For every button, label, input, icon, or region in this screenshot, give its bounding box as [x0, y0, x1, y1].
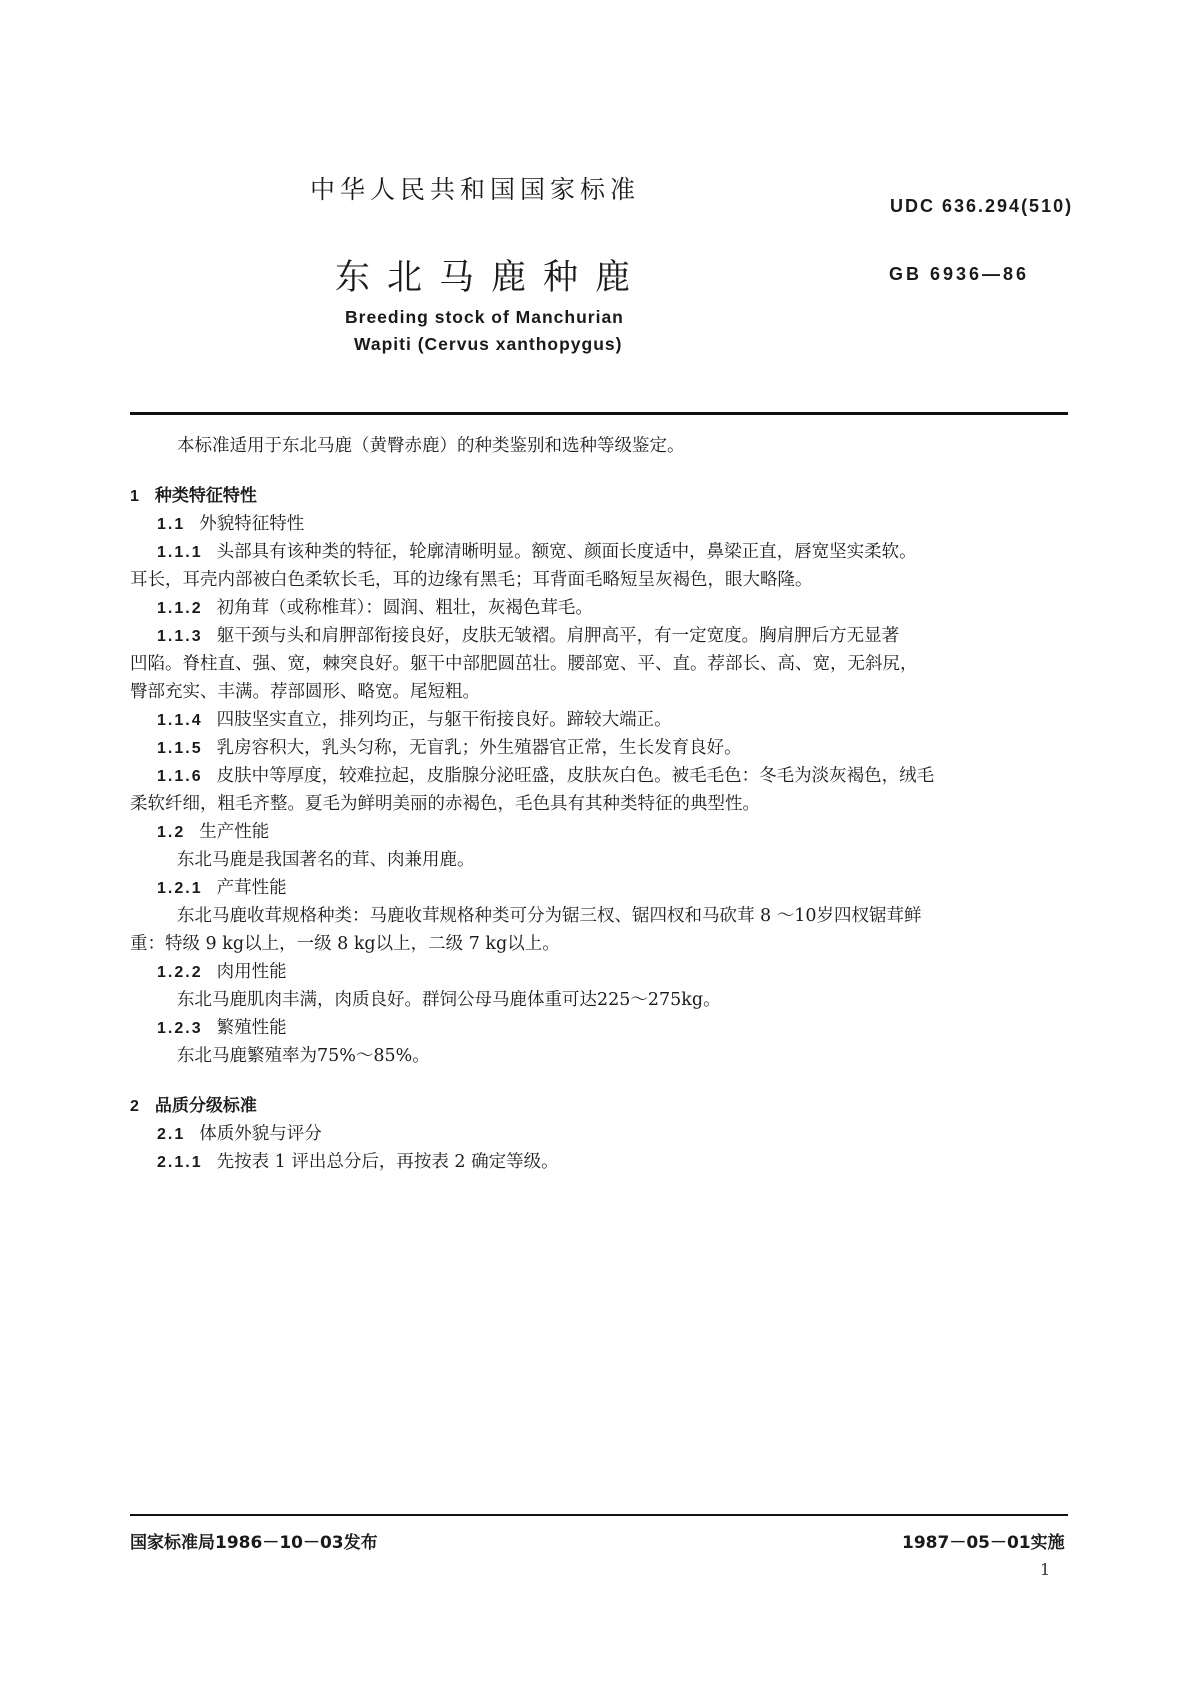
clause-1-1-1: [130, 538, 1068, 566]
clause-text: 皮肤中等厚度，较难拉起，皮脂腺分泌旺盛，皮肤灰白色。被毛毛色：冬毛为淡灰褐色，绒毛: [216, 766, 935, 786]
implementation-date: 1987－05－01实施: [902, 1533, 1065, 1553]
section-title: 外貌特征特性: [199, 514, 305, 534]
gb-code: GB 6936—86: [889, 264, 1030, 284]
clause-text: 头部具有该种类的特征，轮廓清晰明显。额宽、颜面长度适中，鼻梁正直，唇宽坚实柔软。: [216, 542, 917, 562]
section-number: 1.2.1: [157, 880, 203, 897]
clause-number: 1.1.1: [157, 544, 203, 561]
clause-text: 初角茸（或称椎茸）：圆润、粗壮，灰褐色茸毛。: [216, 598, 593, 618]
footer-divider: [130, 1514, 1068, 1516]
section-title: 品质分级标准: [154, 1096, 257, 1116]
section-number: 1.2.3: [157, 1020, 203, 1037]
section-title: 产茸性能: [216, 878, 287, 898]
section-title: 种类特征特性: [154, 486, 257, 506]
header-divider: [130, 412, 1068, 415]
section-1-2-3-heading: [130, 1014, 1068, 1042]
section-1-2-1-text-continued: 重：特级 9 kg以上，一级 8 kg以上，二级 7 kg以上。: [130, 934, 560, 954]
section-title: 体质外貌与评分: [199, 1124, 322, 1144]
page-number: 1: [1040, 1560, 1051, 1579]
clause-2-1-1: [130, 1148, 1068, 1176]
section-1-2-2-text: 东北马鹿肌肉丰满，肉质良好。群饲公母马鹿体重可达225～275kg。: [177, 990, 721, 1010]
section-1-heading: [130, 482, 1068, 510]
section-number: 2: [130, 1098, 141, 1115]
section-1-1-heading: [130, 510, 1068, 538]
section-number: 1.2: [157, 824, 186, 841]
clause-1-1-4: [130, 706, 1068, 734]
section-1-2-3-text: 东北马鹿繁殖率为75%～85%。: [177, 1046, 430, 1066]
section-title: 繁殖性能: [216, 1018, 287, 1038]
issue-date: 国家标准局1986－10－03发布: [130, 1533, 378, 1553]
document-title: 东北马鹿种鹿: [335, 258, 648, 298]
english-title-line-1: Breeding stock of Manchurian: [345, 307, 624, 327]
clause-1-1-6-continued: 柔软纤细，粗毛齐整。夏毛为鲜明美丽的赤褐色，毛色具有其种类特征的典型性。: [130, 794, 760, 814]
section-number: 1: [130, 488, 141, 505]
clause-number: 1.1.2: [157, 600, 203, 617]
clause-text: 躯干颈与头和肩胛部衔接良好，皮肤无皱褶。肩胛高平，有一定宽度。胸肩胛后方无显著: [216, 626, 900, 646]
udc-code: UDC 636.294(510): [890, 196, 1074, 216]
clause-1-1-3: [130, 622, 1068, 650]
section-number: 2.1: [157, 1126, 186, 1143]
clause-number: 1.1.5: [157, 740, 203, 757]
clause-text: 乳房容积大，乳头匀称，无盲乳；外生殖器官正常，生长发育良好。: [216, 738, 742, 758]
clause-text: 四肢坚实直立，排列均正，与躯干衔接良好。蹄较大端正。: [216, 710, 672, 730]
clause-text: 先按表 1 评出总分后，再按表 2 确定等级。: [216, 1152, 559, 1172]
section-2-1-heading: [130, 1120, 1068, 1148]
clause-1-1-6: [130, 762, 1068, 790]
clause-1-1-3-continued: 臀部充实、丰满。荐部圆形、略宽。尾短粗。: [130, 682, 480, 702]
section-number: 1.2.2: [157, 964, 203, 981]
clause-number: 1.1.4: [157, 712, 203, 729]
section-title: 肉用性能: [216, 962, 287, 982]
clause-number: 1.1.6: [157, 768, 203, 785]
english-title-line-2: Wapiti (Cervus xanthopygus): [354, 334, 623, 354]
section-1-2-heading: [130, 818, 1068, 846]
section-1-2-1-text: 东北马鹿收茸规格种类：马鹿收茸规格种类可分为锯三杈、锯四杈和马砍茸 8 ～10岁四杈锯茸鲜: [177, 906, 922, 926]
section-title: 生产性能: [199, 822, 270, 842]
document-body: [130, 432, 1068, 1176]
intro-paragraph: 本标准适用于东北马鹿（黄臀赤鹿）的种类鉴别和选种等级鉴定。: [177, 436, 685, 456]
clause-number: 2.1.1: [157, 1154, 203, 1171]
section-2-heading: [130, 1092, 1068, 1120]
clause-number: 1.1.3: [157, 628, 203, 645]
section-1-2-1-heading: [130, 874, 1068, 902]
section-number: 1.1: [157, 516, 186, 533]
clause-1-1-2: [130, 594, 1068, 622]
clause-1-1-3-continued: 凹陷。脊柱直、强、宽，棘突良好。躯干中部肥圆茁壮。腰部宽、平、直。荐部长、高、宽，无斜尻，: [130, 654, 918, 674]
clause-1-1-5: [130, 734, 1068, 762]
national-standard-label: 中华人民共和国国家标准: [310, 175, 641, 204]
clause-1-1-1-continued: 耳长，耳壳内部被白色柔软长毛，耳的边缘有黑毛；耳背面毛略短呈灰褐色，眼大略隆。: [130, 570, 813, 590]
section-1-2-2-heading: [130, 958, 1068, 986]
section-1-2-text: 东北马鹿是我国著名的茸、肉兼用鹿。: [177, 850, 475, 870]
